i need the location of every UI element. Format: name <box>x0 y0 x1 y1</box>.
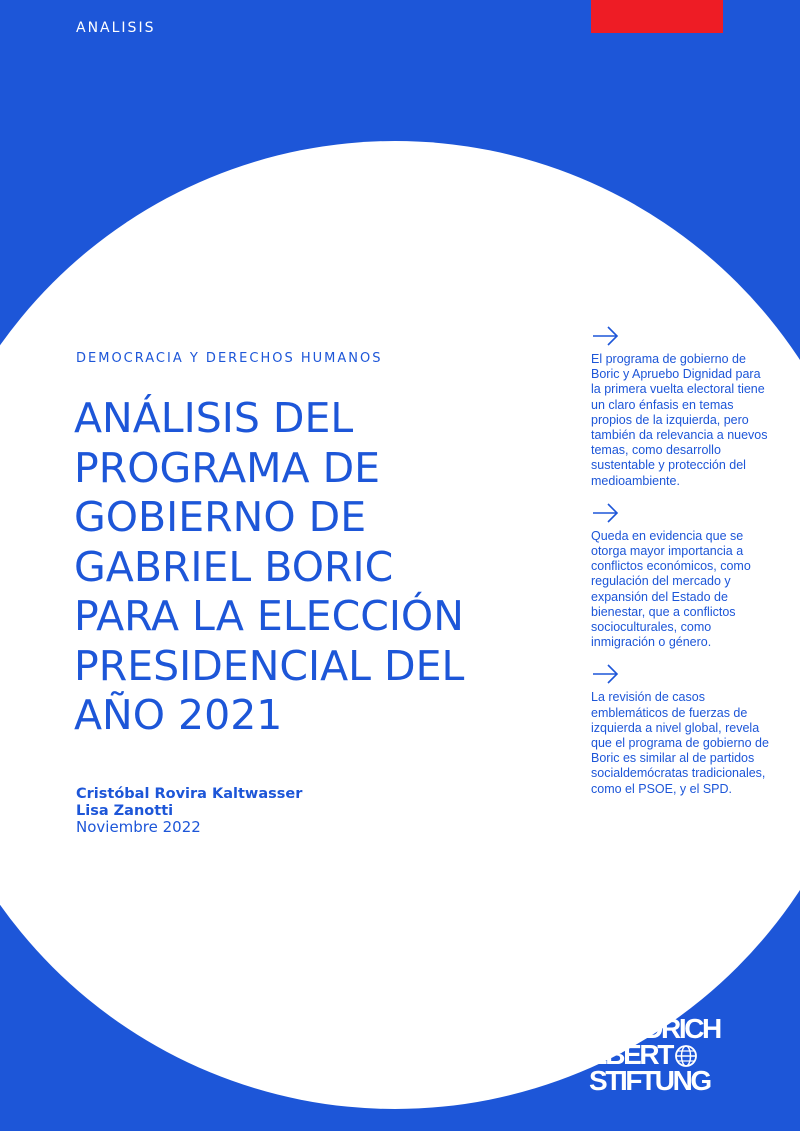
key-point-text: La revisión de casos emblemáticos de fuerzas de izquierda a nivel global, revela que el programa de gobierno de Boric es similar al de partidos socialdemócratas tradicionales, como el PSOE, y el SPD. <box>591 690 769 796</box>
red-accent-tab <box>591 0 723 33</box>
title-line: PROGRAMA DE <box>74 443 381 492</box>
globe-icon <box>674 1044 698 1068</box>
fes-logo <box>589 1013 720 1096</box>
author-block <box>76 786 302 836</box>
key-point-text: El programa de gobierno de Boric y Apruebo Dignidad para la primera vuelta electoral tiene un claro énfasis en temas propios de la izquierda, pero también da relevancia a nuevos temas, como desarrollo sustentable y protección del medioambiente. <box>591 352 768 488</box>
key-point-text: Queda en evidencia que se otorga mayor importancia a conflictos económicos, como regulación del mercado y expansión del Estado de bienestar, que a conflictos socioculturales, como inmigración o género. <box>591 528 751 650</box>
key-point <box>591 501 771 651</box>
title-line: PARA LA ELECCIÓN <box>74 592 464 640</box>
publication-date: Noviembre 2022 <box>76 818 201 836</box>
title-line: GABRIEL BORIC <box>74 542 394 591</box>
logo-line: FRIEDRICH <box>589 1013 720 1044</box>
logo-line: STIFTUNG <box>589 1065 710 1096</box>
arrow-right-icon <box>591 662 621 686</box>
logo-line: EBERT <box>589 1039 672 1070</box>
author-name: Lisa Zanotti <box>76 802 174 819</box>
title-line: GOBIERNO DE <box>74 493 367 541</box>
series-label: ANALISIS <box>76 20 156 36</box>
topic-label: DEMOCRACIA Y DERECHOS HUMANOS <box>76 351 383 366</box>
title-line: ANÁLISIS DEL <box>74 394 354 442</box>
report-title <box>74 394 554 741</box>
author-name: Cristóbal Rovira Kaltwasser <box>76 786 303 802</box>
arrow-right-icon <box>591 501 621 525</box>
title-line: PRESIDENCIAL DEL <box>74 641 465 690</box>
arrow-right-icon <box>591 324 621 348</box>
key-point <box>591 662 771 796</box>
key-points <box>591 324 771 797</box>
key-point <box>591 324 771 489</box>
title-line: AÑO 2021 <box>74 691 283 739</box>
